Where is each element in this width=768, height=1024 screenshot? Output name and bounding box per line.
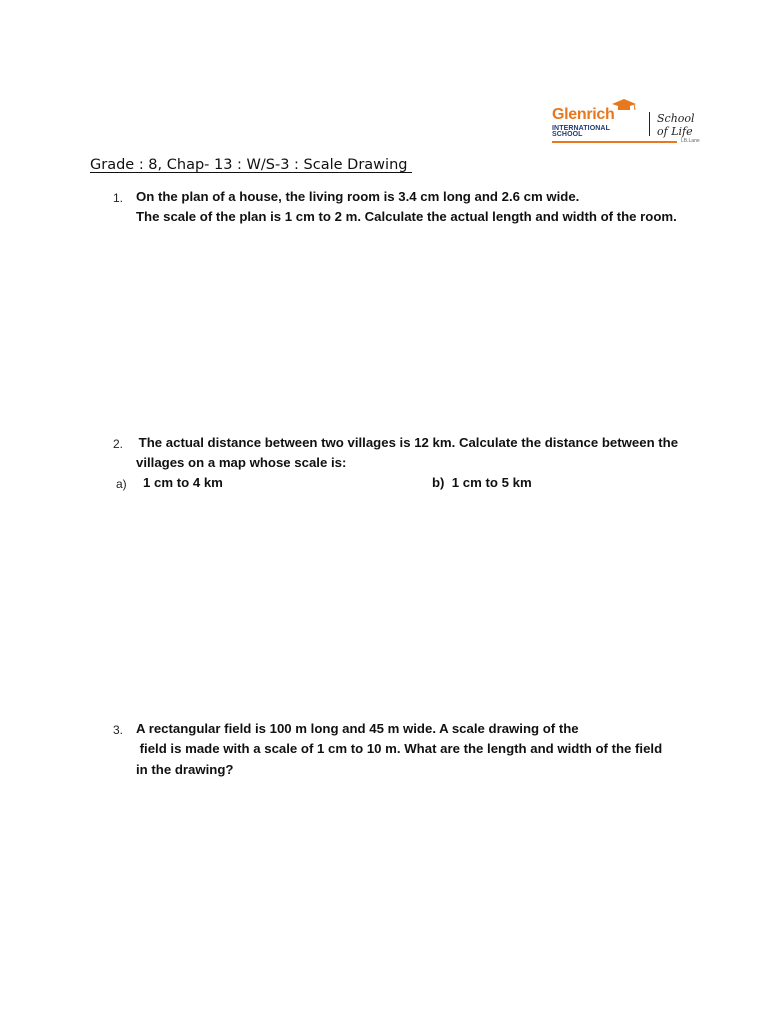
question-number: 2. bbox=[113, 437, 124, 451]
logo-small-text: LB.Lane bbox=[681, 138, 700, 144]
question-text-line: On the plan of a house, the living room is 3.4 cm long and 2.6 cm wide. bbox=[136, 189, 580, 204]
question-text-line: field is made with a scale of 1 cm to 10 m. What are the length and width of the field bbox=[136, 741, 663, 756]
logo-underline bbox=[552, 141, 677, 143]
question-text-line: villages on a map whose scale is: bbox=[136, 455, 347, 470]
logo-subtitle-international: INTERNATIONAL bbox=[552, 125, 610, 132]
question-number: 1. bbox=[113, 191, 124, 205]
question-text-line: The scale of the plan is 1 cm to 2 m. Calculate the actual length and width of the room. bbox=[136, 209, 677, 224]
question-text-line: The actual distance between two villages is 12 km. Calculate the distance between the bbox=[135, 435, 679, 450]
logo-brand-name: Glenrich bbox=[552, 106, 615, 123]
question-number: 3. bbox=[113, 723, 124, 737]
question-text-line: A rectangular field is 100 m long and 45 m wide. A scale drawing of the bbox=[136, 721, 579, 736]
logo-subtitle-school: SCHOOL bbox=[552, 131, 583, 138]
option-text: b) 1 cm to 5 km bbox=[432, 475, 532, 490]
logo-tagline-of-life: of Life bbox=[657, 125, 693, 138]
logo-tagline-school: School bbox=[657, 112, 695, 125]
school-logo bbox=[552, 98, 708, 148]
option-text: 1 cm to 4 km bbox=[143, 475, 223, 490]
option-label: a) bbox=[116, 477, 127, 491]
logo-divider bbox=[649, 112, 650, 136]
worksheet-title: Grade : 8, Chap- 13 : W/S-3 : Scale Drawing bbox=[90, 157, 413, 173]
question-text-line: in the drawing? bbox=[136, 762, 234, 777]
